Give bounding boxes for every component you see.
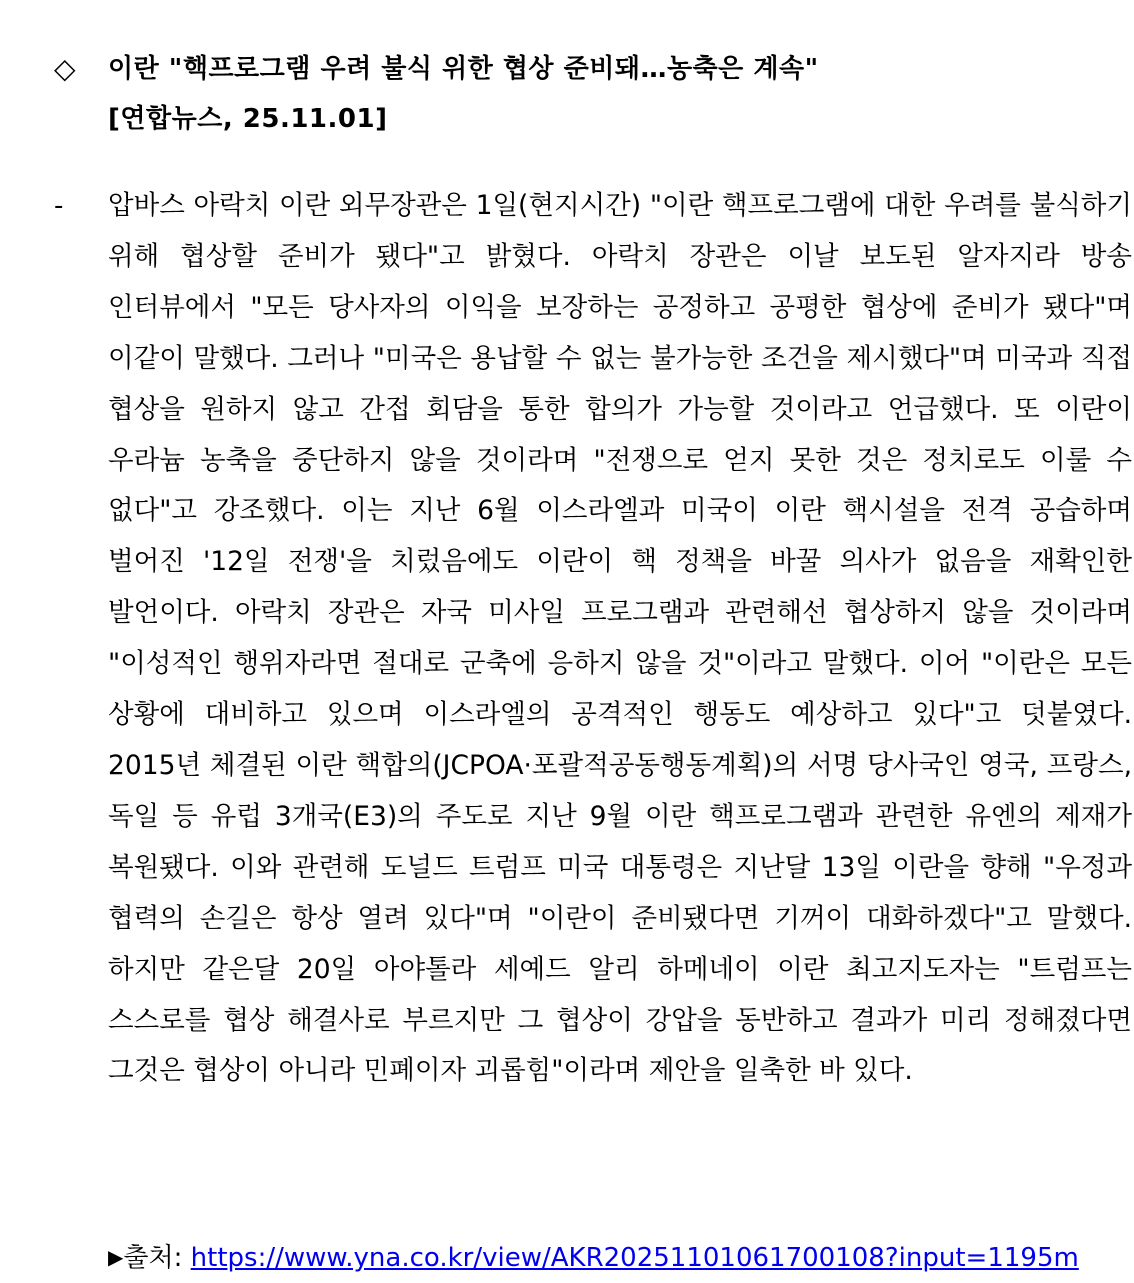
source-citation [108, 1232, 1134, 1283]
source-label: 출처: [123, 1243, 191, 1273]
diamond-bullet-icon: ◇ [54, 52, 76, 85]
dash-bullet: - [54, 191, 64, 221]
article-title [108, 44, 1128, 144]
triangle-arrow-icon: ▶ [108, 1245, 124, 1269]
headline: 이란 "핵프로그램 우려 불식 위한 협상 준비돼…농축은 계속" [108, 54, 819, 84]
article-body: 압바스 아락치 이란 외무장관은 1일(현지시간) "이란 핵프로그램에 대한 우려를 불식하기 위해 협상할 준비가 됐다"고 밝혔다. 아락치 장관은 이날 보도된 알자지라 방송 인터뷰에서 "모든 당사자의 이익을 보장하는 공정하고 공평한 협상에 준비가 됐다"며 이같이 말했다. 그러나 "미국은 용납할 수 없는 불가능한 조건을 제시했다"며 미국과 직접 협상을 원하지 않고 간접 회담을 통한 합의가 가능할 것이라고 언급했다. 또 이란이 우라늄 농축을 중단하지 않을 것이라며 "전쟁으로 얻지 못한 것은 정치로도 이룰 수 없다"고 강조했다. 이는 지난 6월 이스라엘과 미국이 이란 핵시설을 전격 공습하며 벌어진 '12일 전쟁'을 치렀음에도 이란이 핵 정책을 바꿀 의사가 없음을 재확인한 발언이다. 아락치 장관은 자국 미사일 프로그램과 관련해선 협상하지 않을 것이라며 "이성적인 행위자라면 절대로 군축에 응하지 않을 것"이라고 말했다. 이어 "이란은 모든 상황에 대비하고 있으며 이스라엘의 공격적인 행동도 예상하고 있다"고 덧붙였다. 2015년 체결된 이란 핵합의(JCPOA·포괄적공동행동계획)의 서명 당사국인 영국, 프랑스, 독일 등 유럽 3개국(E3)의 주도로 지난 9월 이란 핵프로그램과 관련한 유엔의 제재가 복원됐다. 이와 관련해 도널드 트럼프 미국 대통령은 지난달 13일 이란을 향해 "우정과 협력의 손길은 항상 열려 있다"며 "이란이 준비됐다면 기꺼이 대화하겠다"고 말했다. 하지만 같은달 20일 아야톨라 세예드 알리 하메네이 이란 최고지도자는 "트럼프는 스스로를 협상 해결사로 부르지만 그 협상이 강압을 동반하고 결과가 미리 정해졌다면 그것은 협상이 아니라 민폐이자 괴롭힘"이라며 제안을 일축한 바 있다. [108, 190, 1132, 1087]
source-link[interactable]: https://www.yna.co.kr/view/AKR20251101061700108?input=1195m [190, 1243, 1079, 1273]
source-and-date: [연합뉴스, 25.11.01] [108, 104, 388, 134]
